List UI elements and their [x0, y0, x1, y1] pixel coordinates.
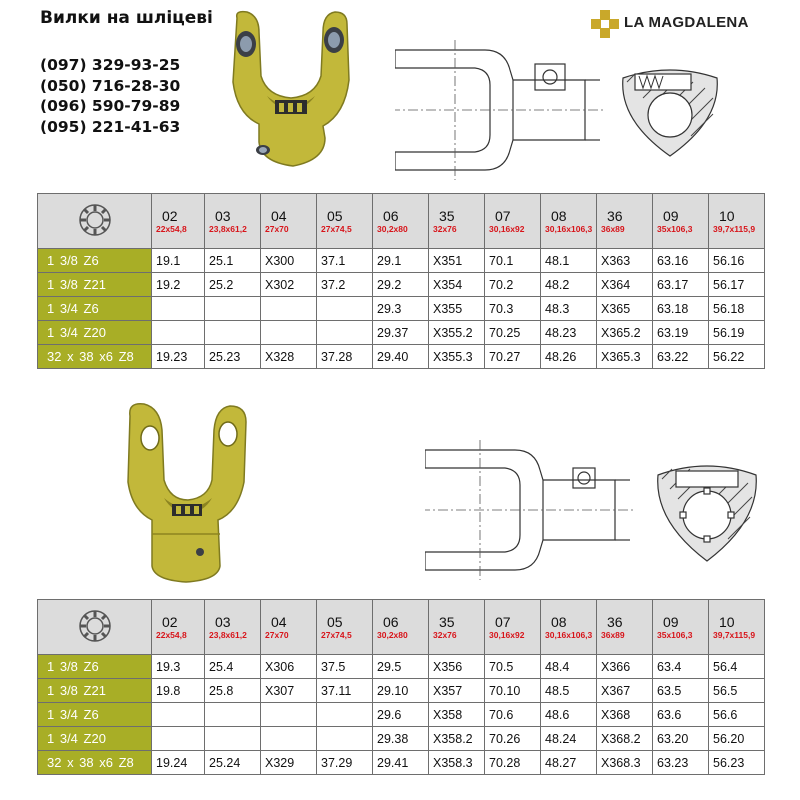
table-cell: 37.11 [317, 679, 373, 703]
spline-profile-cell [38, 600, 152, 655]
yoke-drawing-side-bottom [425, 440, 635, 580]
spec-table-2 [37, 599, 765, 775]
column-header: 06 30,2x80 [373, 600, 429, 655]
table-cell: 37.5 [317, 655, 373, 679]
table-cell [317, 703, 373, 727]
table-cell: X329 [261, 751, 317, 775]
table-cell: X358 [429, 703, 485, 727]
row-label: 1 3/4 Z20 [38, 321, 152, 345]
table-cell [152, 297, 205, 321]
column-header: 10 39,7x115,9 [709, 194, 765, 249]
table-cell: 19.1 [152, 249, 205, 273]
yoke-photo-top [215, 10, 365, 190]
table-cell: X355 [429, 297, 485, 321]
table-row [38, 321, 765, 345]
table-cell: 37.28 [317, 345, 373, 369]
table-cell: 19.24 [152, 751, 205, 775]
table-cell: 63.17 [653, 273, 709, 297]
yoke-drawing-side-top [395, 40, 605, 180]
column-header: 03 23,8x61,2 [205, 600, 261, 655]
table-cell: 63.19 [653, 321, 709, 345]
table-cell: 37.1 [317, 249, 373, 273]
table-cell: 19.23 [152, 345, 205, 369]
row-label: 1 3/8 Z21 [38, 273, 152, 297]
table-cell: X354 [429, 273, 485, 297]
table-cell: 56.5 [709, 679, 765, 703]
table-row [38, 345, 765, 369]
table-cell: 70.5 [485, 655, 541, 679]
table-header-row [38, 194, 765, 249]
table-cell: X368.2 [597, 727, 653, 751]
table-cell: 70.2 [485, 273, 541, 297]
phone-list [40, 55, 180, 137]
table-row [38, 273, 765, 297]
table-cell: 48.3 [541, 297, 597, 321]
table-cell [152, 321, 205, 345]
table-cell [152, 727, 205, 751]
table-cell: 19.3 [152, 655, 205, 679]
table-cell: X366 [597, 655, 653, 679]
table-cell [317, 297, 373, 321]
phone-number: (096) 590-79-89 [40, 97, 181, 115]
table-cell [205, 703, 261, 727]
table-cell: 70.27 [485, 345, 541, 369]
table-cell: 48.27 [541, 751, 597, 775]
column-header: 05 27x74,5 [317, 194, 373, 249]
column-header: 04 27x70 [261, 194, 317, 249]
column-header: 05 27x74,5 [317, 600, 373, 655]
table-cell: 70.3 [485, 297, 541, 321]
column-header: 07 30,16x92 [485, 600, 541, 655]
table-cell: X358.3 [429, 751, 485, 775]
table-cell: 29.3 [373, 297, 429, 321]
table-cell: 56.4 [709, 655, 765, 679]
table-cell: X300 [261, 249, 317, 273]
table-cell: 48.1 [541, 249, 597, 273]
table-cell [205, 297, 261, 321]
table-cell [261, 703, 317, 727]
table-cell: X307 [261, 679, 317, 703]
table-cell: 48.5 [541, 679, 597, 703]
row-label: 1 3/8 Z21 [38, 679, 152, 703]
table-cell [317, 727, 373, 751]
table-cell: 25.23 [205, 345, 261, 369]
table-cell: X368 [597, 703, 653, 727]
page-title: Вилки на шліцеві [40, 8, 213, 28]
table-row [38, 751, 765, 775]
table-row [38, 655, 765, 679]
table-cell: 48.6 [541, 703, 597, 727]
table-cell: 19.2 [152, 273, 205, 297]
table-cell: X306 [261, 655, 317, 679]
table-cell: 63.5 [653, 679, 709, 703]
phone-number: (097) 329-93-25 [40, 56, 181, 74]
yoke-photo-bottom [110, 400, 260, 585]
table-row [38, 297, 765, 321]
table-row [38, 727, 765, 751]
phone-number: (095) 221-41-63 [40, 117, 181, 136]
column-header: 04 27x70 [261, 600, 317, 655]
table-cell [261, 297, 317, 321]
table-cell: 29.38 [373, 727, 429, 751]
column-header: 02 22x54,8 [152, 600, 205, 655]
column-header: 08 30,16x106,3 [541, 600, 597, 655]
table-cell: X364 [597, 273, 653, 297]
row-label: 1 3/4 Z6 [38, 297, 152, 321]
table-cell: X355.2 [429, 321, 485, 345]
column-header: 03 23,8x61,2 [205, 194, 261, 249]
table-cell: 25.2 [205, 273, 261, 297]
table-cell: X357 [429, 679, 485, 703]
spec-table-1 [37, 193, 765, 369]
yoke-drawing-section-top [615, 60, 725, 160]
column-header: 09 35x106,3 [653, 194, 709, 249]
table-cell: 70.28 [485, 751, 541, 775]
table-header-row [38, 600, 765, 655]
table-cell: 70.26 [485, 727, 541, 751]
table-cell: 25.1 [205, 249, 261, 273]
table-cell: 70.1 [485, 249, 541, 273]
table-cell: 29.37 [373, 321, 429, 345]
table-row [38, 679, 765, 703]
table-cell: X356 [429, 655, 485, 679]
table-cell: X365 [597, 297, 653, 321]
table-cell: 63.6 [653, 703, 709, 727]
table-cell: 37.29 [317, 751, 373, 775]
table-cell: X367 [597, 679, 653, 703]
spline-profile-icon [67, 606, 123, 646]
table-cell: 29.6 [373, 703, 429, 727]
table-cell: 25.4 [205, 655, 261, 679]
table-cell: 63.16 [653, 249, 709, 273]
row-label: 1 3/4 Z20 [38, 727, 152, 751]
brand-name: LA MAGDALENA [624, 14, 749, 31]
table-cell: 63.20 [653, 727, 709, 751]
table-cell [152, 703, 205, 727]
column-header: 35 32x76 [429, 194, 485, 249]
column-header: 09 35x106,3 [653, 600, 709, 655]
table-cell [205, 321, 261, 345]
table-cell: 48.26 [541, 345, 597, 369]
column-header: 07 30,16x92 [485, 194, 541, 249]
table-cell: 56.22 [709, 345, 765, 369]
table-cell: 56.20 [709, 727, 765, 751]
table-cell: 29.2 [373, 273, 429, 297]
table-cell: X328 [261, 345, 317, 369]
column-header: 02 22x54,8 [152, 194, 205, 249]
table-cell: X351 [429, 249, 485, 273]
table-cell: 56.23 [709, 751, 765, 775]
table-cell: 63.22 [653, 345, 709, 369]
table-cell: 48.2 [541, 273, 597, 297]
row-label: 1 3/4 Z6 [38, 703, 152, 727]
table-cell: X363 [597, 249, 653, 273]
table-cell: 63.23 [653, 751, 709, 775]
table-cell: 48.23 [541, 321, 597, 345]
table-cell: 56.6 [709, 703, 765, 727]
table-cell [317, 321, 373, 345]
column-header: 08 30,16x106,3 [541, 194, 597, 249]
row-label: 32 x 38 x6 Z8 [38, 345, 152, 369]
column-header: 10 39,7x115,9 [709, 600, 765, 655]
column-header: 36 36x89 [597, 600, 653, 655]
table-cell: 56.17 [709, 273, 765, 297]
table-cell: X302 [261, 273, 317, 297]
table-cell: 29.1 [373, 249, 429, 273]
column-header: 06 30,2x80 [373, 194, 429, 249]
table-cell: X365.3 [597, 345, 653, 369]
table-cell: 70.10 [485, 679, 541, 703]
spline-profile-cell [38, 194, 152, 249]
row-label: 32 x 38 x6 Z8 [38, 751, 152, 775]
table-cell: X358.2 [429, 727, 485, 751]
table-cell: 56.19 [709, 321, 765, 345]
yoke-drawing-section-bottom [650, 455, 765, 565]
table-cell [261, 321, 317, 345]
row-label: 1 3/8 Z6 [38, 655, 152, 679]
table-cell: 48.4 [541, 655, 597, 679]
table-cell: 63.4 [653, 655, 709, 679]
table-cell [205, 727, 261, 751]
table-cell: 63.18 [653, 297, 709, 321]
table-cell: 56.18 [709, 297, 765, 321]
table-cell: 25.24 [205, 751, 261, 775]
table-cell: X365.2 [597, 321, 653, 345]
table-cell [261, 727, 317, 751]
column-header: 35 32x76 [429, 600, 485, 655]
table-cell: 48.24 [541, 727, 597, 751]
table-cell: 29.40 [373, 345, 429, 369]
table-cell: 19.8 [152, 679, 205, 703]
phone-number: (050) 716-28-30 [40, 76, 181, 95]
table-row [38, 703, 765, 727]
table-cell: 37.2 [317, 273, 373, 297]
table-cell: 56.16 [709, 249, 765, 273]
spline-profile-icon [67, 200, 123, 240]
table-cell: X368.3 [597, 751, 653, 775]
brand-logo [590, 6, 790, 40]
table-cell: 29.10 [373, 679, 429, 703]
table-cell: X355.3 [429, 345, 485, 369]
table-cell: 70.25 [485, 321, 541, 345]
row-label: 1 3/8 Z6 [38, 249, 152, 273]
table-cell: 29.5 [373, 655, 429, 679]
table-cell: 29.41 [373, 751, 429, 775]
table-cell: 25.8 [205, 679, 261, 703]
column-header: 36 36x89 [597, 194, 653, 249]
table-cell: 70.6 [485, 703, 541, 727]
table-row [38, 249, 765, 273]
brand-cross-icon [590, 9, 620, 39]
